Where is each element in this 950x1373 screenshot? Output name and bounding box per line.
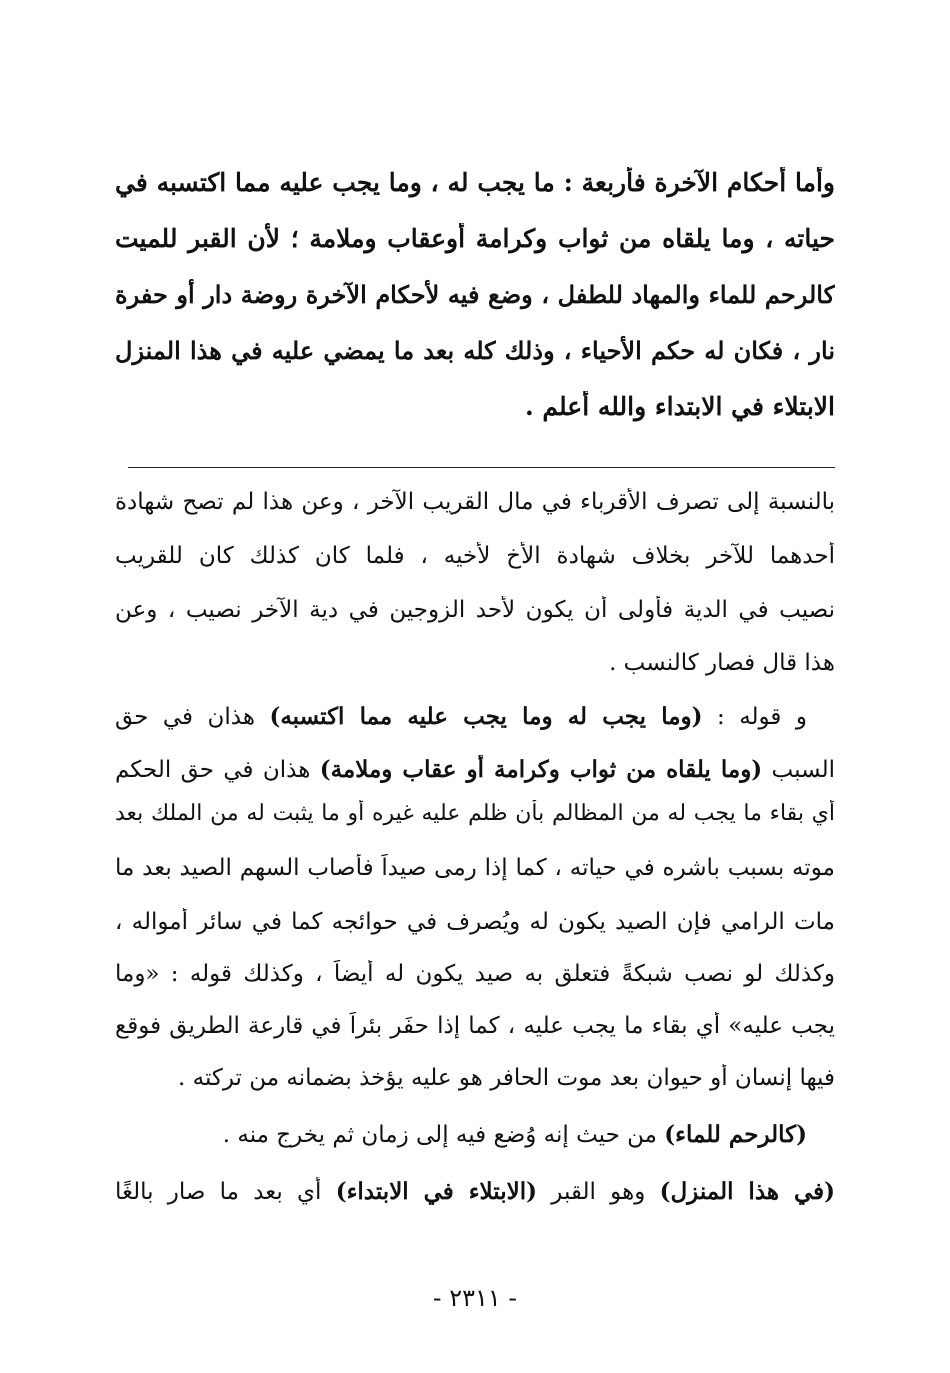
- quoted-matn: (وما يجب له وما يجب عليه مما اكتسبه): [269, 703, 703, 730]
- main-text-line: نار ، فكان له حكم الأحياء ، وذلك كله بعد ما يمضي عليه في هذا المنزل: [115, 336, 835, 365]
- commentary-line: نصيب في الدية فأولى أن يكون لأحد الزوجين في دية الآخر نصيب ، وعن: [115, 597, 835, 623]
- commentary-line: يجب عليه» أي بقاء ما يجب عليه ، كما إذا حفَر بئراً في قارعة الطريق فوقع: [115, 1013, 835, 1039]
- quoted-matn: (وما يلقاه من ثواب وكرامة أو عقاب وملامة): [319, 756, 763, 783]
- main-text-line: حياته ، وما يلقاه من ثواب وكرامة أوعقاب وملامة ؛ لأن القبر للميت: [115, 224, 835, 253]
- commentary-line: بالنسبة إلى تصرف الأقرباء في مال القريب الآخر ، وعن هذا لم تصح شهادة: [115, 489, 835, 515]
- commentary-text: و قوله :: [702, 704, 807, 730]
- quoted-matn: (الابتلاء في الابتداء): [335, 1178, 538, 1205]
- commentary-text: هذان في حق: [115, 704, 270, 730]
- commentary-line: [115, 1177, 835, 1208]
- main-text-line: وأما أحكام الآخرة فأربعة : ما يجب له ، وما يجب عليه مما اكتسبه في: [115, 168, 835, 197]
- quoted-matn: (كالرحم للماء): [664, 1121, 807, 1148]
- quoted-matn: (في هذا المنزل): [659, 1178, 835, 1205]
- commentary-text: السبب: [762, 757, 835, 783]
- commentary-line: [115, 1120, 835, 1151]
- commentary-text: من حيث إنه وُضع فيه إلى زمان ثم يخرج منه .: [222, 1122, 665, 1148]
- main-text-line: الابتلاء في الابتداء والله أعلم .: [524, 392, 835, 421]
- commentary-line: [115, 755, 835, 786]
- footnote-divider: [128, 467, 835, 468]
- commentary-line: وكذلك لو نصب شبكةً فتعلق به صيد يكون له أيضاً ، وكذلك قوله : «وما: [115, 961, 835, 987]
- main-text-line: كالرحم للماء والمهاد للطفل ، وضع فيه لأحكام الآخرة روضة دار أو حفرة: [115, 280, 835, 309]
- commentary-line: هذا قال فصار كالنسب .: [609, 650, 835, 676]
- commentary-text: هذان في حق الحكم: [115, 757, 320, 783]
- page-number: - ٢٣١١ -: [432, 1284, 518, 1312]
- commentary-line: فيها إنسان أو حيوان بعد موت الحافر هو عليه يؤخذ بضمانه من تركته .: [177, 1065, 835, 1091]
- commentary-line: أي بقاء ما يجب له من المظالم بأن ظلم عليه غيره أو ما يثبت له من الملك بعد: [115, 801, 835, 826]
- commentary-text: وهو القبر: [537, 1179, 660, 1205]
- commentary-line: موته بسبب باشره في حياته ، كما إذا رمى صيداً فأصاب السهم الصيد بعد ما: [115, 855, 835, 881]
- commentary-line: أحدهما للآخر بخلاف شهادة الأخ لأخيه ، فلما كان كذلك كان للقريب: [115, 543, 835, 569]
- commentary-line: [115, 702, 835, 733]
- commentary-text: أي بعد ما صار بالغًا: [115, 1179, 336, 1205]
- commentary-line: مات الرامي فإن الصيد يكون له ويُصرف في حوائجه كما في سائر أمواله ،: [115, 909, 835, 935]
